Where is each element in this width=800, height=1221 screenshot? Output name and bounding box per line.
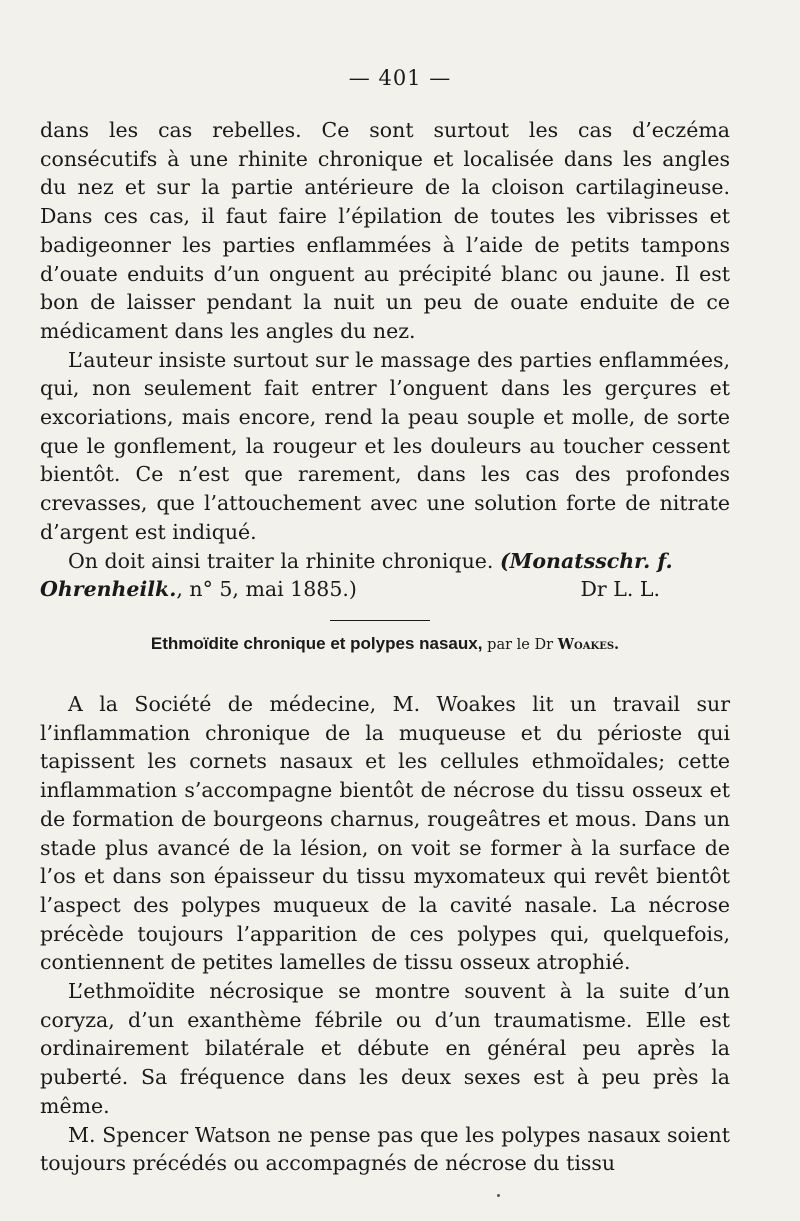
article-eczema-body — [40, 116, 730, 604]
paragraph: A la Société de médecine, M. Woakes lit un travail sur l’inflammation chronique de la muqueuse et du périoste qui tapissent les cornets nasaux et les cellules ethmoïdales; cette inflammation s’accompagne bientôt de nécrose du tissu osseux et de formation de bourgeons charnus, rougeâtres et mous. Dans un stade plus avancé de la lésion, on voit se former à la surface de l’os et dans son épaisseur du tissu myxomateux qui revêt bientôt l’aspect des polypes muqueux de la cavité nasale. La nécrose précède toujours l’apparition de ces polypes qui, quelquefois, contiennent de petites lamelles de tissu osseux atrophié. — [40, 692, 730, 975]
author-signature: Dr L. L. — [580, 577, 660, 602]
article-title: Ethmoïdite chronique et polypes nasaux, — [150, 634, 483, 653]
print-mark — [497, 1194, 500, 1197]
byline-author: Woakes. — [557, 636, 620, 653]
citation-date: , n° 5, mai 1885.) — [176, 577, 357, 602]
article-ethmoidite-body — [40, 690, 730, 1178]
byline-prefix: par le Dr — [487, 637, 554, 653]
paragraph: M. Spencer Watson ne pense pas que les polypes nasaux soient toujours précédés ou accompagnés de nécrose du tissu — [40, 1122, 730, 1176]
journal-citation: (Monatsschr. f. — [499, 548, 673, 573]
article-heading — [40, 634, 730, 654]
paragraph: L’ethmoïdite nécrosique se montre souvent à la suite d’un coryza, d’un exanthème fébrile ou d’un traumatisme. Elle est ordinairement bilatérale et débute en général peu après la puberté. Sa fréquence dans les deux sexes est à peu près la même. — [40, 979, 730, 1118]
paragraph: L’auteur insiste surtout sur le massage des parties enflammées, qui, non seulement fait entrer l’onguent dans les gerçures et excoriations, mais encore, rend la peau souple et molle, de sorte que le gonflement, la rougeur et les douleurs au toucher cessent bientôt. Ce n’est que rarement, dans les cas des profondes crevasses, que l’attouchement avec une solution forte de nitrate d’argent est indiqué. — [40, 347, 730, 544]
page-number: — 401 — — [348, 66, 452, 90]
citation-line — [40, 575, 730, 604]
paragraph: dans les cas rebelles. Ce sont surtout les cas d’eczéma consécutifs à une rhinite chronique et localisée dans les angles du nez et sur la partie antérieure de la cloison cartilagineuse. Dans ces cas, il faut faire l’épilation de toutes les vibrisses et badigeonner les parties enflammées à l’aide de petits tampons d’ouate enduits d’un onguent au précipité blanc ou jaune. Il est bon de laisser pendant la nuit un peu de ouate enduite de ce médicament dans les angles du nez. — [40, 118, 730, 343]
journal-name: Ohrenheilk. — [40, 577, 177, 602]
section-divider — [330, 620, 430, 621]
paragraph-citation — [40, 547, 730, 576]
sentence: On doit ainsi traiter la rhinite chronique. — [68, 548, 494, 573]
